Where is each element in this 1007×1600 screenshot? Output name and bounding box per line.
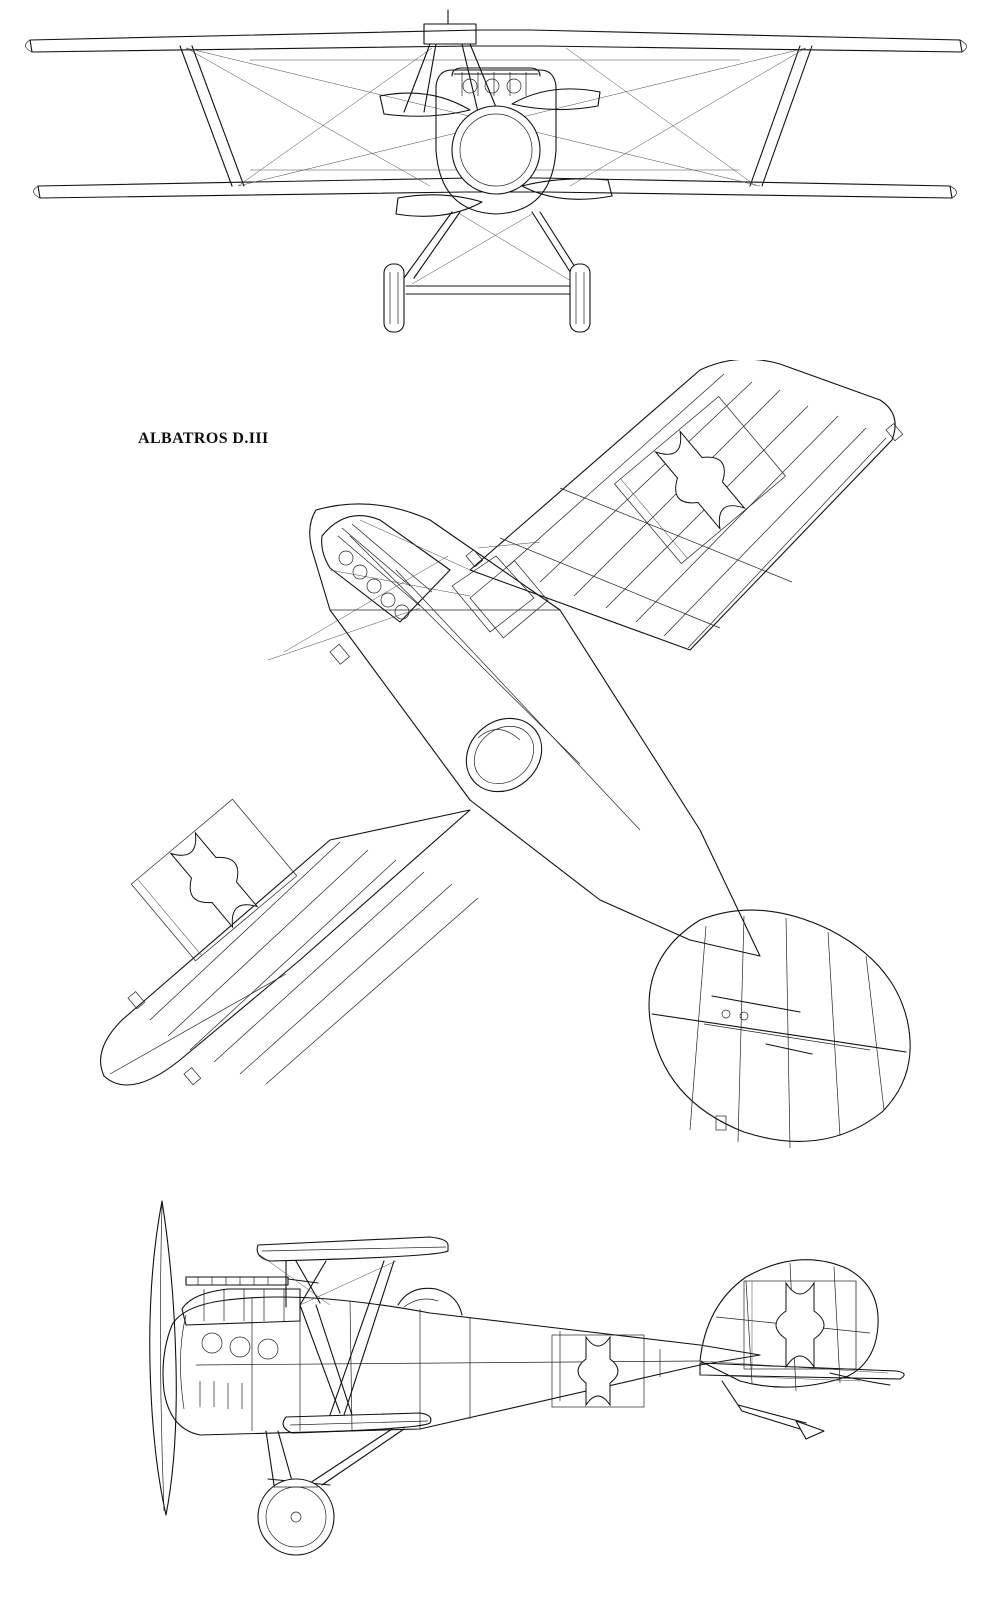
- struts-side: [260, 1255, 396, 1415]
- cockpit-side: [398, 1288, 462, 1315]
- upper-wing-side: [257, 1237, 448, 1261]
- fuselage-side: [163, 1295, 760, 1435]
- drawing-caption: ALBATROS D.III: [138, 430, 269, 447]
- plan-view: [0, 360, 1007, 1190]
- lower-wing-side: [283, 1413, 431, 1433]
- front-view: [0, 0, 1007, 360]
- iron-cross-rudder: [744, 1281, 856, 1369]
- iron-cross-left-wing: [131, 799, 296, 960]
- tailskid-side: [722, 1381, 824, 1439]
- side-view: [0, 1185, 1007, 1600]
- cockpit-opening-plan: [452, 703, 557, 807]
- landing-gear-side: [258, 1429, 404, 1555]
- propeller-side: [150, 1201, 177, 1515]
- centre-section-front: [404, 10, 498, 112]
- engine-cowl-side: [182, 1289, 300, 1409]
- tailplane-side: [700, 1361, 904, 1385]
- machine-guns-side: [186, 1277, 318, 1285]
- wing-upper-left-panel: [101, 810, 478, 1085]
- landing-gear-front: [384, 212, 590, 332]
- upper-wing-front: [25, 30, 966, 52]
- tailplane-plan: [649, 910, 910, 1148]
- tailplane-rib-lines: [690, 916, 884, 1148]
